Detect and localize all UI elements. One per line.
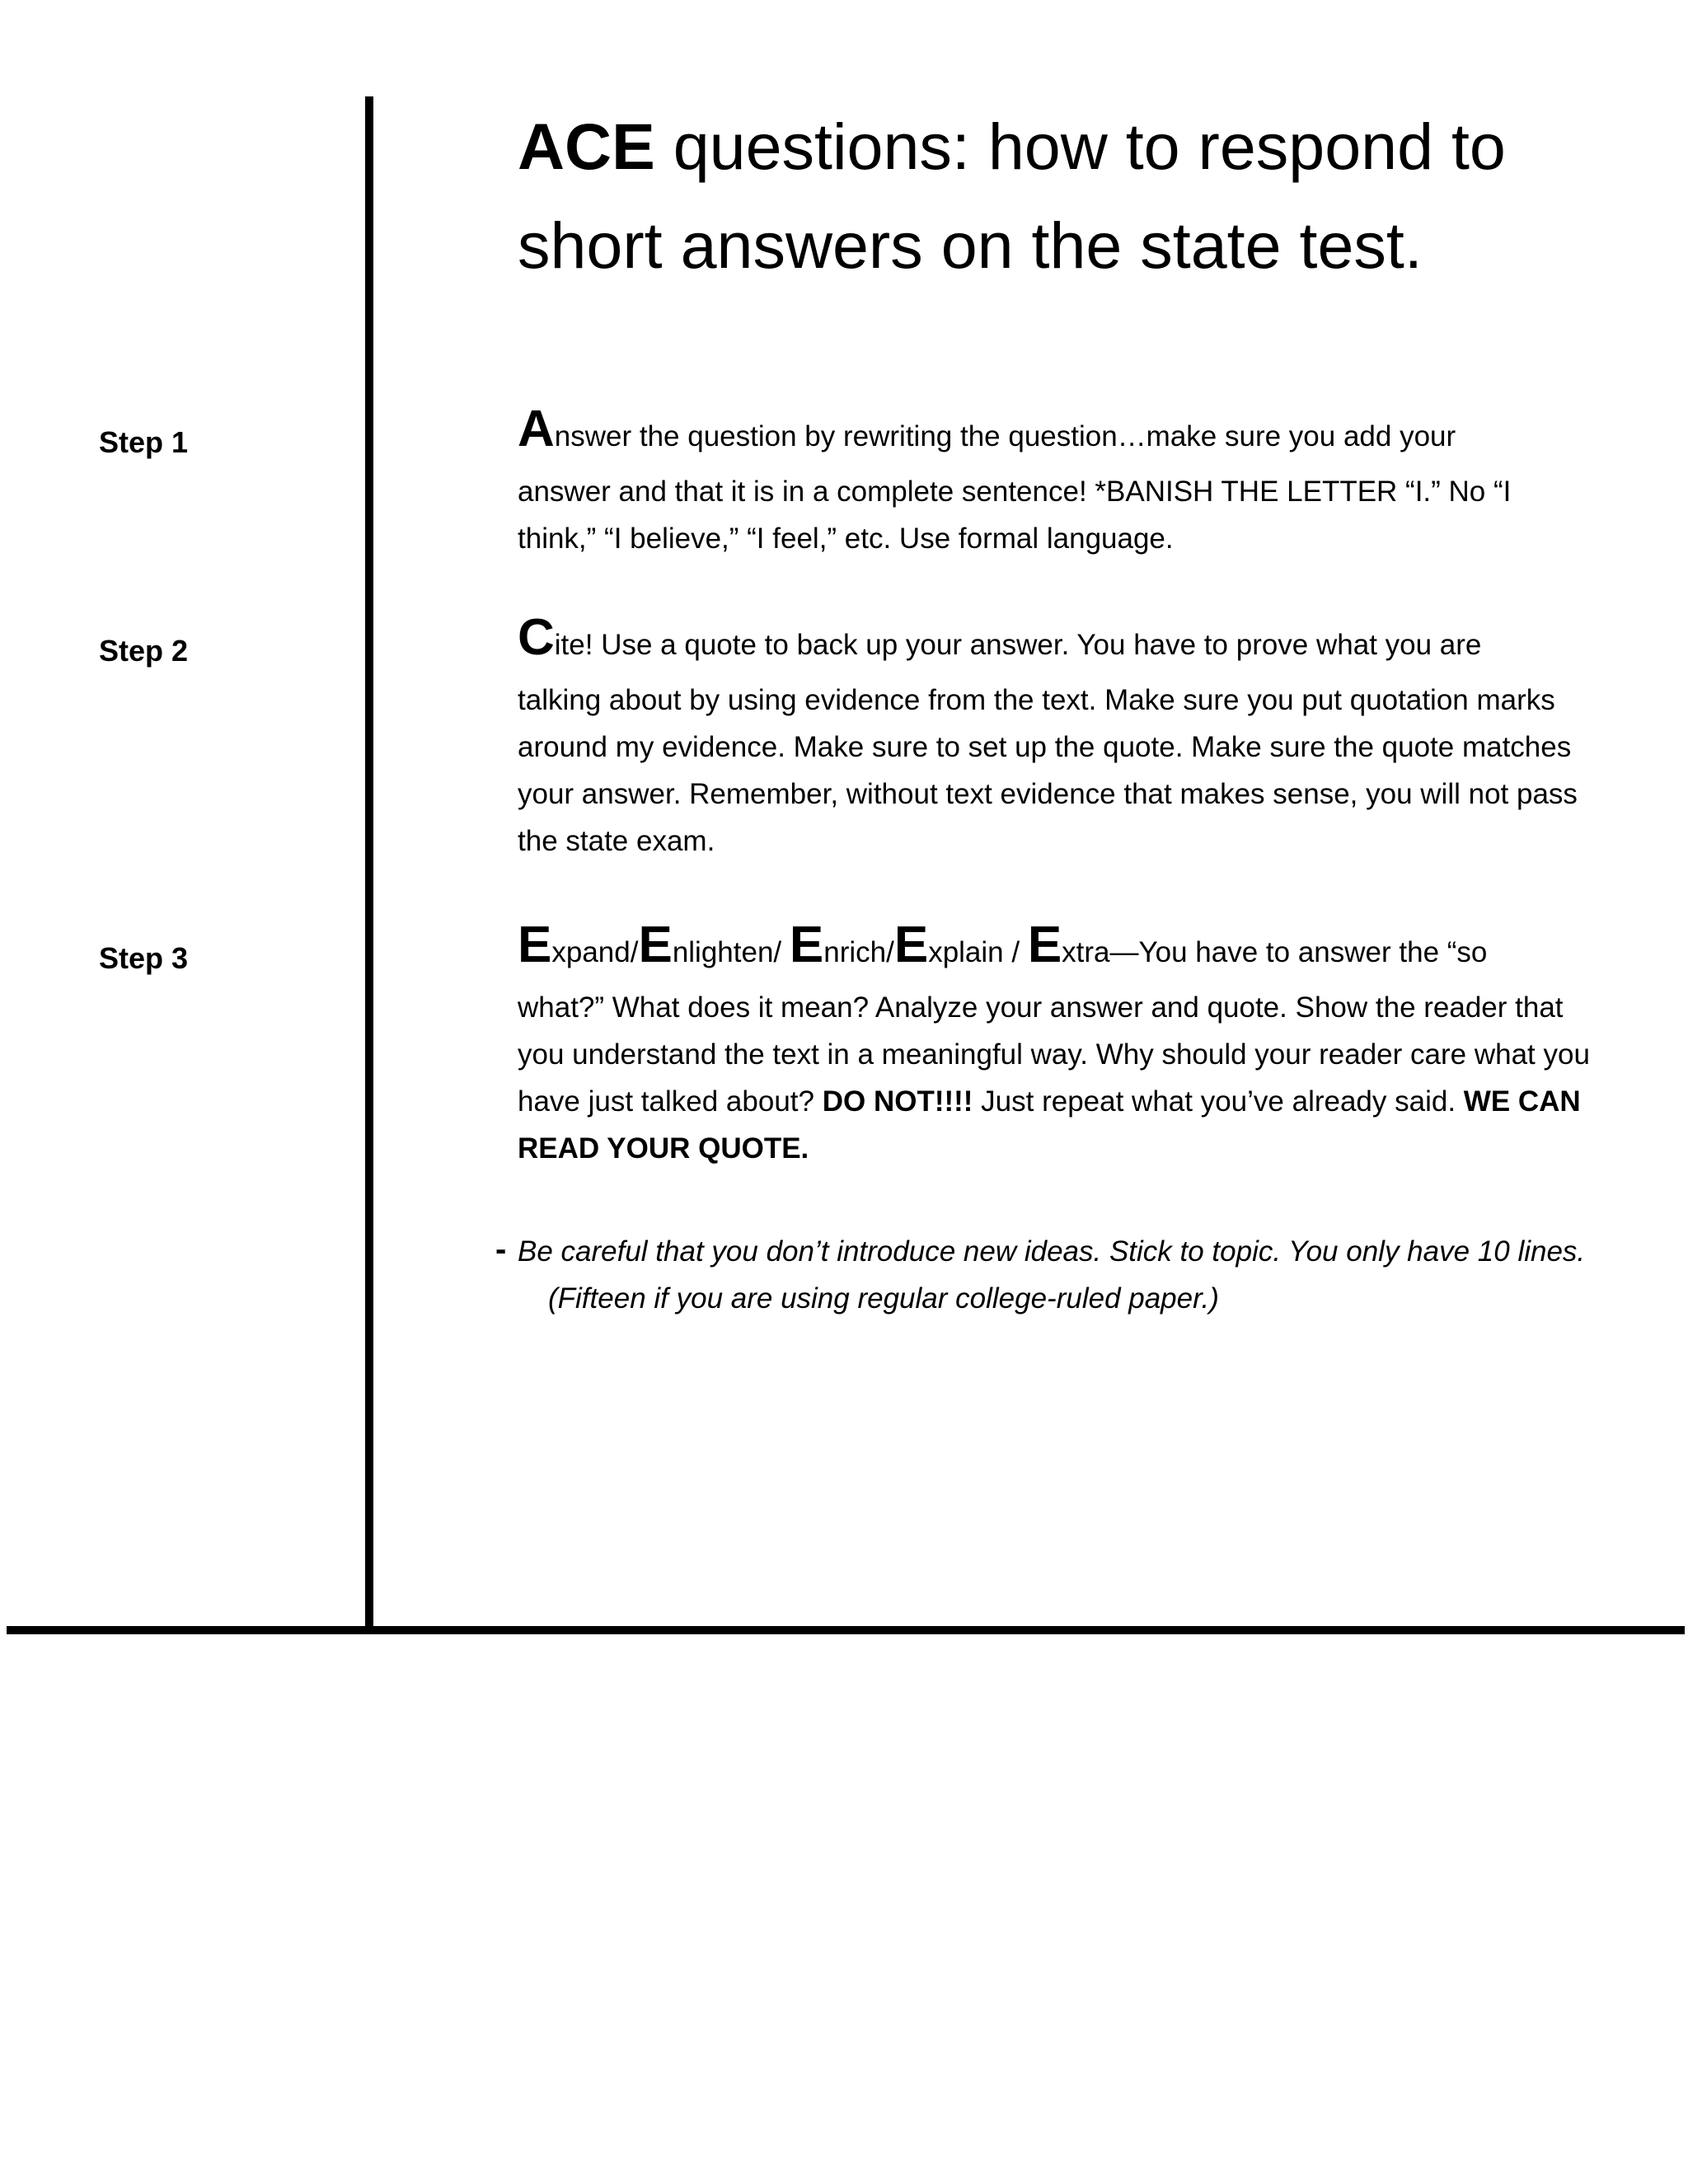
step-1-label: Step 1: [99, 425, 189, 459]
step-3-do-not: DO NOT!!!!: [822, 1085, 973, 1118]
step-1-initial: A: [518, 401, 555, 457]
step-3-body: [518, 916, 1597, 1172]
step-3-first-line: [518, 916, 1597, 984]
note-bullet: -: [495, 1231, 507, 1268]
step-3-word-expand: xpand/: [551, 936, 639, 968]
step-3-initial-explain: E: [893, 916, 929, 973]
note-text: Be careful that you don’t introduce new ideas. Stick to topic. You only have 10 lines. (Fifteen if you are using regular college-ruled paper.): [518, 1235, 1586, 1315]
step-3-word-extra: xtra—You have to answer the “so: [1062, 936, 1488, 968]
step-2-body: [518, 609, 1597, 865]
title-bold: ACE: [518, 110, 655, 183]
step-3-text-mid: Just repeat what you’ve already said.: [973, 1085, 1464, 1118]
caution-note: [518, 1228, 1622, 1322]
step-2-text: talking about by using evidence from the text. Make sure you put quotation marks around my evidence. Make sure to set up the quote. Make sure the quote matches your answer. Remember, without text evidence that makes sense, you will not pass the state exam.: [518, 684, 1578, 857]
step-3-initial-extra: E: [1027, 916, 1062, 973]
vertical-rule: [365, 96, 373, 1632]
step-3-word-enrich: nrich/: [823, 936, 894, 968]
title-rest: questions: how to respond to short answers on the state test.: [518, 110, 1506, 282]
step-2-first-line: [518, 609, 1597, 677]
step-3-initial-expand: E: [518, 916, 552, 973]
horizontal-rule: [7, 1626, 1685, 1634]
step-1-text: answer and that it is in a complete sentence! *BANISH THE LETTER “I.” No “I think,” “I believe,” “I feel,” etc. Use formal language.: [518, 476, 1512, 555]
step-3-text-pre: what?” What does it mean? Analyze your answer and quote. Show the reader that you understand the text in a meaningful way. Why should your reader care what you have just talked about?: [518, 991, 1590, 1118]
step-2-initial: C: [518, 609, 555, 666]
step-3-word-enlighten: nlighten/: [672, 936, 790, 968]
step-1-body: [518, 401, 1597, 562]
step-3-initial-enrich: E: [789, 916, 824, 973]
step-3-word-explain: xplain /: [928, 936, 1028, 968]
page-title: [518, 97, 1622, 295]
step-2-label: Step 2: [99, 634, 189, 668]
step-3-initial-enlighten: E: [638, 916, 673, 973]
step-1-first-line: [518, 401, 1597, 468]
step-3-label: Step 3: [99, 941, 189, 975]
step-2-first-line-text: ite! Use a quote to back up your answer. You have to prove what you are: [554, 629, 1482, 661]
step-3-we-can-read: WE CAN READ YOUR QUOTE.: [518, 1085, 1581, 1165]
step-1-first-line-text: nswer the question by rewriting the question…make sure you add your: [554, 420, 1456, 452]
